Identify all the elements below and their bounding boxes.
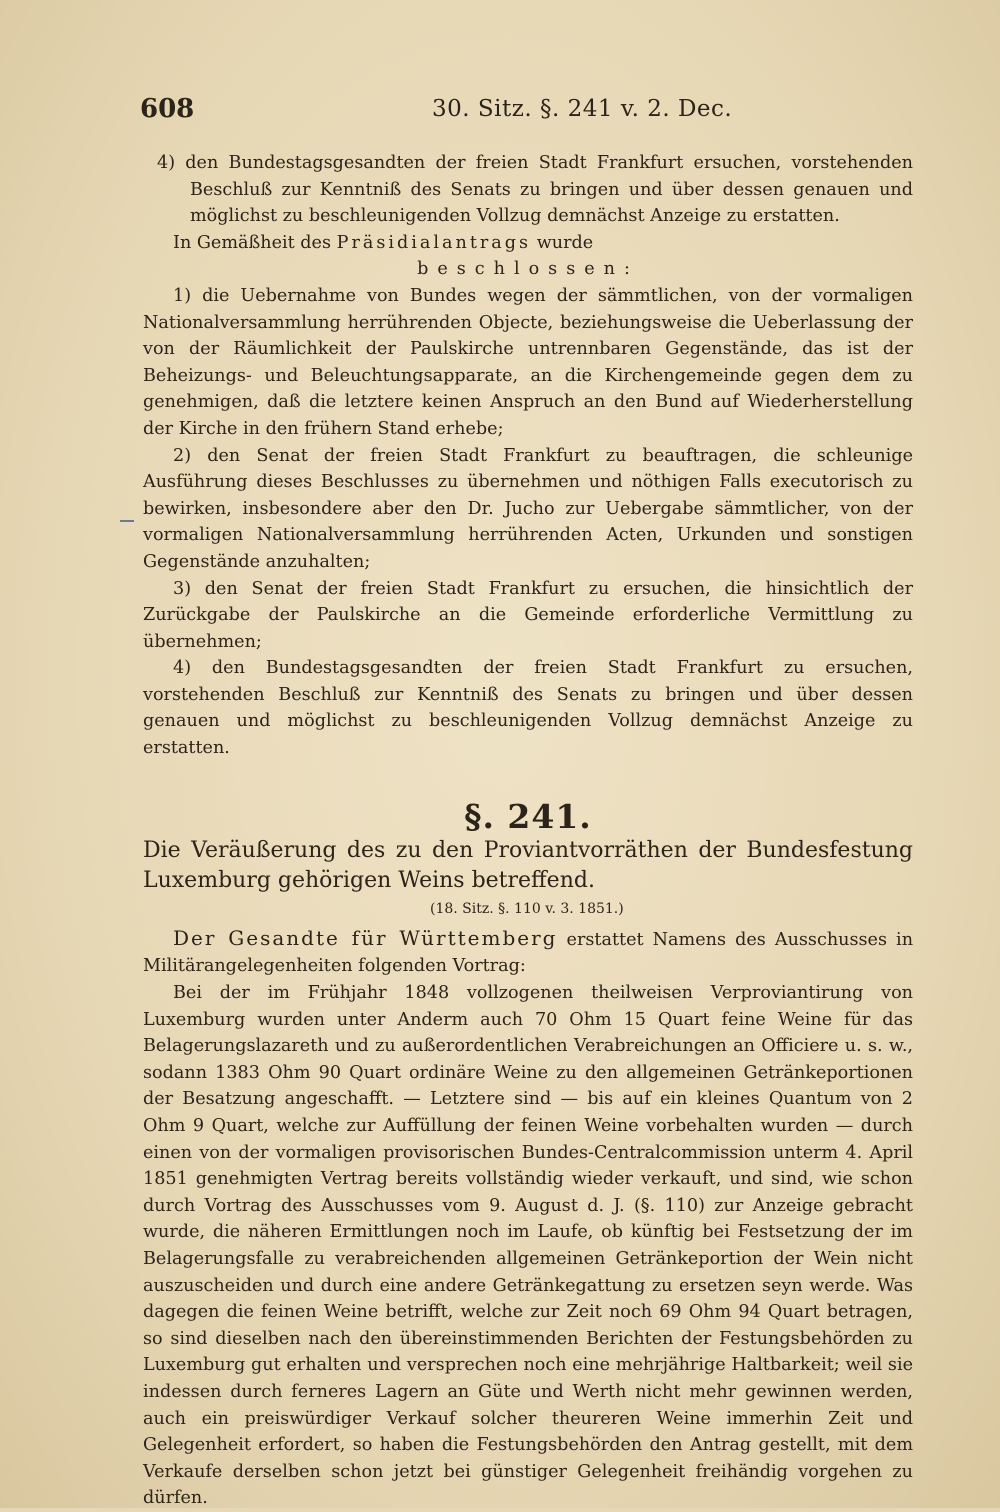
resolution-heading: beschlossen: <box>417 259 639 280</box>
report-speaker: Der Gesandte für Württemberg <box>173 925 558 950</box>
report-lead <box>143 925 913 980</box>
resolution-item-3: 3) den Senat der freien Stadt Frankfurt zu ersuchen, die hinsichtlich der Zurückgabe der Paulskirche an die Gemeinde erforderliche Vermittlung zu übernehmen; <box>143 578 913 652</box>
resolution-intro <box>143 230 913 257</box>
section-title: Die Veräußerung des zu den Proviantvorräthen der Bundesfestung Luxemburg gehörigen Weins betreffend. <box>143 838 913 894</box>
report-lead-text: erstattet Namens des Ausschusses in Militärangelegenheiten folgenden Vortrag: <box>143 929 914 977</box>
intro-text: In Gemäßheit des <box>173 232 332 253</box>
page-number: 608 <box>140 94 195 124</box>
paragraph-item-4-previous: 4) den Bundestagsgesandten der freien Stadt Frankfurt ersuchen, vorstehenden Beschluß zur Kenntniß des Senats zu bringen und über dessen genauen und möglichst zu beschleunigenden Vollzug demnächst Anzeige zu erstatten. <box>157 153 913 227</box>
margin-dash-mark <box>120 520 134 522</box>
resolution-item-2: 2) den Senat der freien Stadt Frankfurt zu beauftragen, die schleunige Ausführung dieses Beschlusses zu übernehmen und nöthigen Falls executorisch zu bewirken, insbesondere aber den Dr. Jucho zur Uebergabe sämmtlicher, von der vormaligen Nationalversammlung herrührenden Acten, Urkunden und sonstigen Gegenstände anzuhalten; <box>143 445 913 572</box>
section-reference: (18. Sitz. §. 110 v. 3. 1851.) <box>430 901 624 918</box>
page-header <box>0 94 1000 134</box>
report-body: Bei der im Frühjahr 1848 vollzogenen theilweisen Verproviantirung von Luxemburg wurden unter Anderm auch 70 Ohm 15 Quart feine Weine für das Belagerungslazareth und zu außerordentlichen Verabreichungen an Officiere u. s. w., sodann 1383 Ohm 90 Quart ordinäre Weine zu den allgemeinen Getränkeportionen der Besatzung angeschafft. — Letztere sind — bis auf ein kleines Quantum von 2 Ohm 9 Quart, welche zur Auffüllung der feinen Weine vorbehalten wurden — durch einen von der vormaligen provisorischen Bundes-Centralcommission unterm 4. April 1851 genehmigten Vertrag bereits vollständig wieder verkauft, und sind, wie schon durch Vortrag des Ausschusses vom 9. August d. J. (§. 110) zur Anzeige gebracht wurde, die näheren Ermittlungen noch im Laufe, ob künftig bei Festsetzung der im Belagerungsfalle zu verabreichenden allgemeinen Getränkeportion der Wein nicht auszuscheiden und durch eine andere Getränkegattung zu ersetzen seyn werde. Was dagegen die feinen Weine betrifft, welche zur Zeit noch 69 Ohm 94 Quart betragen, so sind dieselben nach den übereinstimmenden Berichten der Festungsbehörden zu Luxemburg gut erhalten und versprechen noch eine mehrjährige Haltbarkeit; weil sie indessen durch ferneres Lagern an Güte und Werth nicht mehr gewinnen werden, auch ein preiswürdiger Verkauf solcher theureren Weine immerhin Zeit und Gelegenheit erfordert, so haben die Festungsbehörden den Antrag gestellt, mit dem Verkaufe derselben schon jetzt bei günstiger Gelegenheit freihändig vorgehen zu dürfen. <box>143 983 913 1509</box>
intro-spaced-term: Präsidialantrags <box>336 232 532 253</box>
resolution-item-4: 4) den Bundestagsgesandten der freien Stadt Frankfurt zu ersuchen, vorstehenden Beschluß zur Kenntniß des Senats zu bringen und über dessen genauen und möglichst zu beschleunigenden Vollzug demnächst Anzeige zu erstatten. <box>143 658 913 759</box>
intro-verb: wurde <box>536 232 594 253</box>
page-body <box>143 150 913 1512</box>
section-number: §. 241. <box>464 796 592 836</box>
resolution-item-1: 1) die Uebernahme von Bundes wegen der sämmtlichen, von der vormaligen Nationalversammlung herrührenden Objecte, beziehungsweise die Ueberlassung der von der Räumlichkeit der Paulskirche untrennbaren Gegenstände, das ist der Beheizungs- und Beleuchtungsapparate, an die Kirchengemeinde gegen dem zu genehmigen, daß die letztere keinen Anspruch an den Bund auf Wiederherstellung der Kirche in den frühern Stand erhebe; <box>143 285 913 439</box>
running-head: 30. Sitz. §. 241 v. 2. Dec. <box>432 96 733 122</box>
